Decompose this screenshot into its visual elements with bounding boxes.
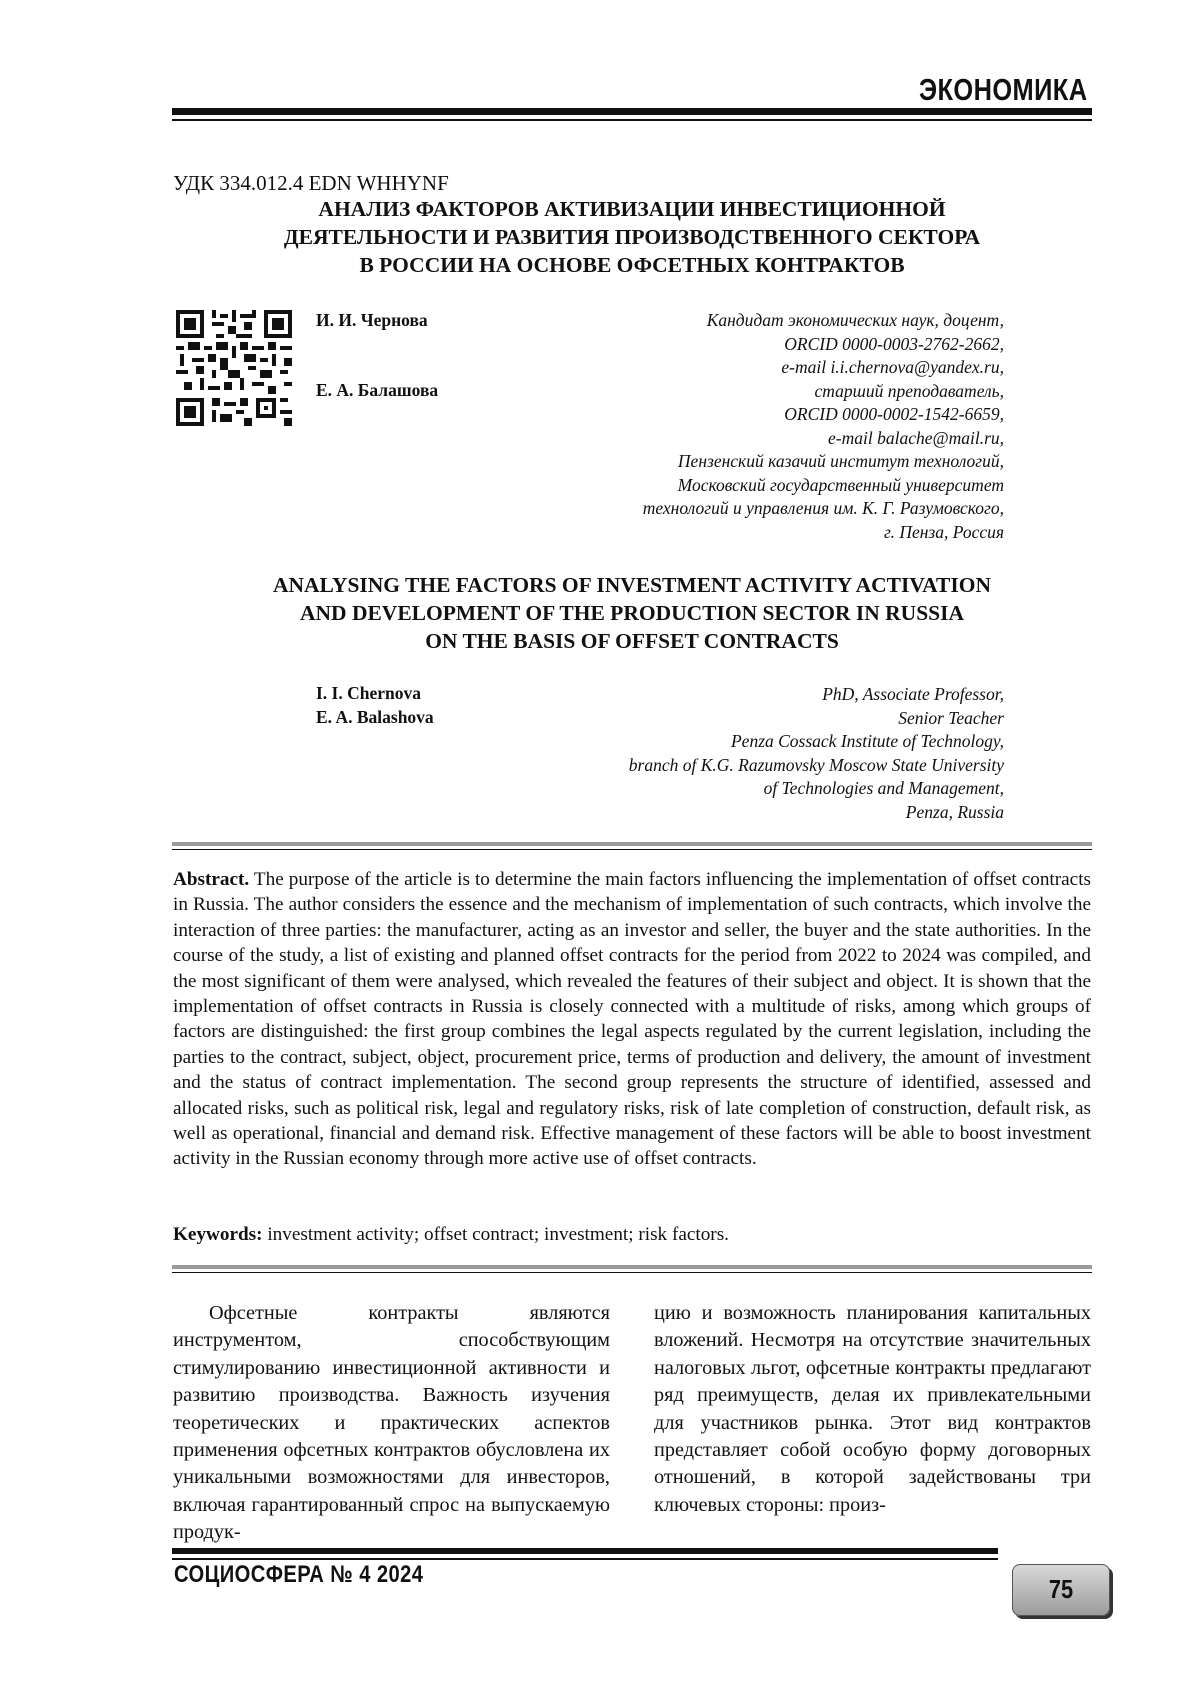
header-rule [172,108,1092,115]
author-name-en: E. A. Balashova [316,707,434,727]
footer-rule [172,1548,998,1554]
keywords-label: Keywords: [173,1224,263,1245]
abstract-bottom-rule-thin [172,1272,1092,1273]
affiliation-en: PhD, Associate Professor, Senior Teacher Penza Cossack Institute of Technology, branch of K.G. Razumovsky Moscow State University of Technologies and Management, Penza, Russia [628,684,1004,822]
body-column-left: Офсетные контракты являются инструментом, способствующим стимулированию инвестиционной активности и развитию производства. Важность изучения теоретических и практических аспектов применения офсетных контрактов обусловлена их уникальными возможностями для инвесторов, включая гарантированный спрос на выпускаемую продук- [173,1302,610,1544]
footer-rule-thin [172,1558,998,1560]
author-name-ru: Е. А. Балашова [316,380,439,400]
section-title: ЭКОНОМИКА [919,72,1088,107]
affiliation-ru: Кандидат экономических наук, доцент, ORCID 0000-0003-2762-2662, e-mail i.i.chernova@yandex.ru, старший преподаватель, ORCID 0000-0002-1542-6659, e-mail balache@mail.ru, Пензенский казачий институт технологий, Московский государственный университет технологий и управления им. К. Г. Разумовского, г. Пенза, Россия [642,310,1004,542]
abstract [173,867,1091,1172]
page-number-badge [1012,1564,1110,1616]
abstract-label: Abstract. [173,869,250,890]
article-title-en: ANALYSING THE FACTORS OF INVESTMENT ACTIVITY ACTIVATION AND DEVELOPMENT OF THE PRODUCTION SECTOR IN RUSSIA ON THE BASIS OF OFFSET CONTRACTS [272,573,992,653]
keywords [173,1222,1091,1247]
keywords-text: investment activity; offset contract; investment; risk factors. [262,1224,729,1245]
author-name-ru: И. И. Чернова [316,310,428,330]
journal-name: СОЦИОСФЕРА № 4 2024 [174,1561,424,1588]
abstract-text: The purpose of the article is to determine the main factors influencing the implementation of offset contracts in Russia. The author considers the essence and the mechanism of implementation of such contracts, which involve the interaction of three parties: the manufacturer, acting as an investor and seller, the buyer and the state authorities. In the course of the study, a list of existing and planned offset contracts for the period from 2022 to 2024 was compiled, and the most significant of them were analysed, which revealed the features of their subject and object. It is shown that the implementation of offset contracts in Russia is closely connected with a multitude of risks, among which groups of factors are distinguished: the first group combines the legal aspects regulated by the current legislation, including the parties to the contract, subject, object, procurement price, terms of production and delivery, the amount of investment and the status of contract implementation. The second group represents the structure of identified, assessed and allocated risks, such as political risk, legal and regulatory risks, risk of late completion of construction, default risk, as well as operational, financial and demand risk. Effective management of these factors will be able to boost investment activity in the Russian economy through more active use of offset contracts. [173,869,1091,1170]
abstract-top-rule-thin [172,849,1092,850]
qr-code-icon [176,310,292,426]
abstract-bottom-rule [172,1265,1092,1269]
author-name-en: I. I. Chernova [316,683,422,703]
page-number: 75 [1048,1574,1074,1604]
abstract-top-rule [172,842,1092,846]
udk-code: УДК 334.012.4 EDN WHHYNF [173,171,449,195]
article-title-ru: АНАЛИЗ ФАКТОРОВ АКТИВИЗАЦИИ ИНВЕСТИЦИОННОЙ ДЕЯТЕЛЬНОСТИ И РАЗВИТИЯ ПРОИЗВОДСТВЕННОГО СЕКТОРА В РОССИИ НА ОСНОВЕ ОФСЕТНЫХ КОНТРАКТОВ [283,197,981,277]
header-rule-thin [172,119,1092,121]
body-column-right: цию и возможность планирования капитальных вложений. Несмотря на отсутствие значительных налоговых льгот, офсетные контракты предлагают ряд преимуществ, делая их привлекательными для участников рынка. Этот вид контрактов представляет собой особую форму договорных отношений, в которой задействованы три ключевых стороны: произ- [654,1302,1091,1516]
